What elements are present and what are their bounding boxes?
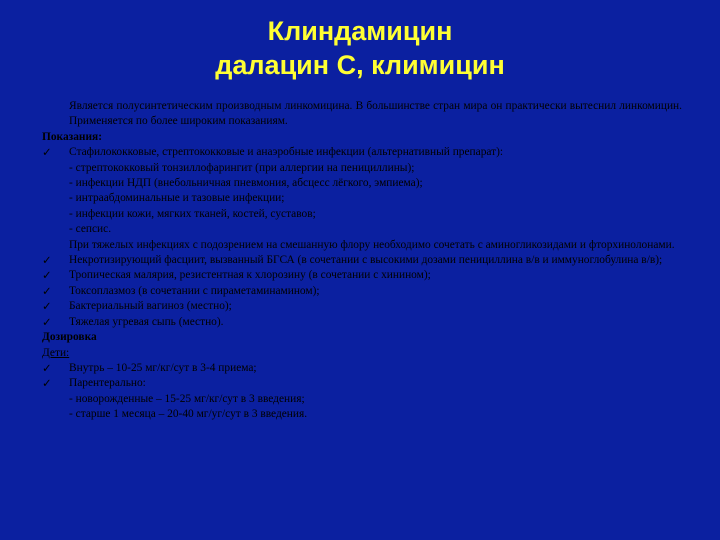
sub-item: - стрептококковый тонзиллофарингит (при аллергии на пенициллины);: [69, 161, 415, 174]
intro-paragraph: Является полусинтетическим производным линкомицина. В большинстве стран мира он практически вытеснил линкомицин. Применяется по более широким показаниям.: [69, 100, 682, 128]
indication-text: Стафилококковые, стрептококковые и анаэробные инфекции (альтернативный препарат):: [69, 146, 504, 159]
dosage-sub-item: - старше 1 месяца – 20-40 мг/уг/сут в 3 введения.: [69, 408, 308, 421]
indication-text: Токсоплазмоз (в сочетании с пираметаминамином);: [69, 284, 320, 297]
checkmark-icon: ✓: [42, 283, 52, 298]
indication-item: [42, 268, 682, 283]
title-line-1: Клиндамицин: [267, 16, 453, 46]
title-line-2: далацин С, климицин: [215, 50, 505, 80]
dosage-header: Дозировка: [42, 331, 97, 344]
indication-item: [42, 145, 682, 160]
checkmark-icon: ✓: [42, 253, 52, 268]
checkmark-icon: ✓: [42, 299, 52, 314]
indication-text: Некротизирующий фасциит, вызванный БГСА (в сочетании с высокими дозами пенициллина в/в и иммуноглобулина в/в);: [69, 254, 663, 267]
sub-item: - инфекции НДП (внебольничная пневмония, абсцесс лёгкого, эмпиема);: [69, 177, 423, 190]
dosage-text: Парентерально:: [69, 377, 146, 390]
indications-header: Показания:: [42, 130, 102, 143]
indication-item: [42, 299, 682, 314]
dosage-text: Внутрь – 10-25 мг/кг/сут в 3-4 приема;: [69, 361, 257, 374]
slide-title: [0, 14, 720, 82]
sub-item: - инфекции кожи, мягких тканей, костей, суставов;: [69, 207, 316, 220]
dosage-item: [42, 361, 682, 376]
children-header: Дети:: [42, 346, 70, 359]
indication-item: [42, 253, 682, 268]
indication-item: [42, 315, 682, 330]
indication-text: Тропическая малярия, резистентная к хлорозину (в сочетании с хинином);: [69, 269, 431, 282]
checkmark-icon: ✓: [42, 145, 52, 160]
slide-body: [42, 99, 682, 423]
checkmark-icon: ✓: [42, 314, 52, 329]
dosage-item: [42, 376, 682, 391]
checkmark-icon: ✓: [42, 268, 52, 283]
sub-item: - интраабдоминальные и тазовые инфекции;: [69, 192, 285, 205]
indication-text: Бактериальный вагиноз (местно);: [69, 300, 232, 313]
indication-item: [42, 284, 682, 299]
dosage-sub-item: - новорожденные – 15-25 мг/кг/сут в 3 введения;: [69, 392, 305, 405]
sub-item: - сепсис.: [69, 223, 112, 236]
indication-text: Тяжелая угревая сыпь (местно).: [69, 315, 224, 328]
checkmark-icon: ✓: [42, 360, 52, 375]
combination-note: При тяжелых инфекциях с подозрением на смешанную флору необходимо сочетать с аминогликозидами и фторхинолонами.: [69, 238, 675, 251]
checkmark-icon: ✓: [42, 376, 52, 391]
